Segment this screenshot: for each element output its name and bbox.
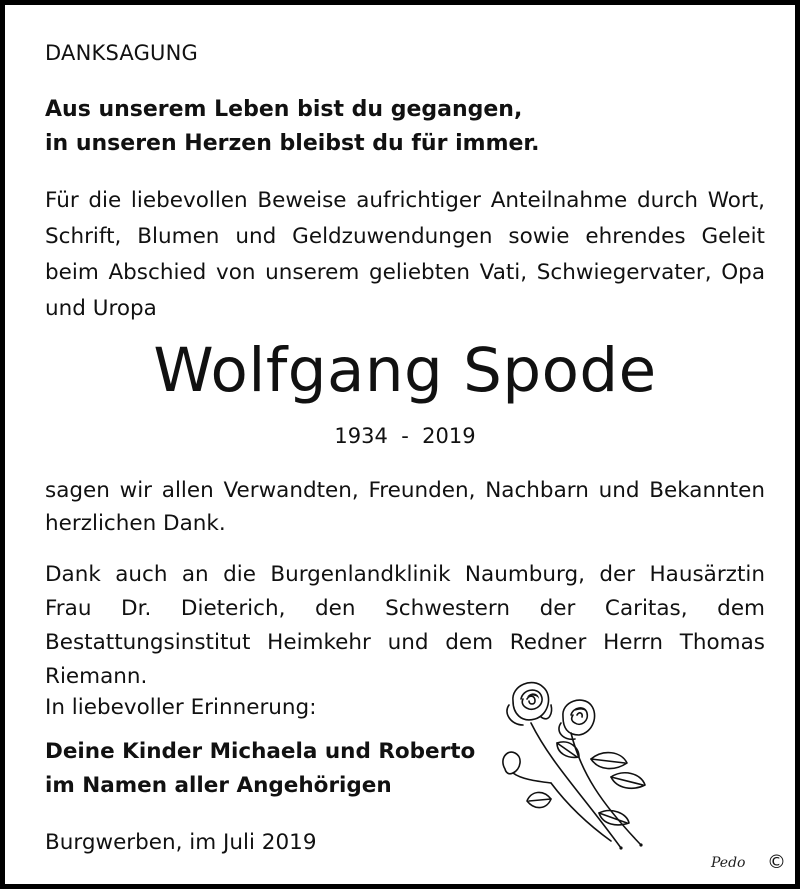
place-and-date: Burgwerben, im Juli 2019	[45, 830, 317, 855]
additional-thanks-text: Dank auch an die Burgenlandklinik Naumburg, der Hausärztin Frau Dr. Dieterich, den Schwestern der Caritas, dem Bestattungsinstitut Heimkehr und dem Redner Herrn Thomas Riemann.	[45, 562, 765, 689]
intro-text: Für die liebevollen Beweise aufrichtiger Anteilnahme durch Wort, Schrift, Blumen und Geldzuwendungen sowie ehrendes Geleit beim Abschied von unserem geliebten Vati, Schwiegervater, Opa und Uropa	[45, 188, 765, 321]
motto-line-1: Aus unserem Leben bist du gegangen,	[45, 97, 523, 122]
artist-credit: Pedo	[711, 855, 746, 871]
copyright-symbol: ©	[767, 851, 786, 873]
thanks-text: sagen wir allen Verwandten, Freunden, Nachbarn und Bekannten herzlichen Dank.	[45, 478, 765, 536]
motto	[45, 93, 539, 161]
remembrance-line: In liebevoller Erinnerung:	[45, 695, 317, 720]
signatories	[45, 735, 475, 803]
life-dates: 1934 - 2019	[334, 424, 476, 448]
signatory-line-2: im Namen aller Angehörigen	[45, 773, 392, 798]
notice-heading: DANKSAGUNG	[45, 41, 198, 65]
roses-illustration-icon	[491, 673, 661, 853]
signatory-line-1: Deine Kinder Michaela und Roberto	[45, 739, 476, 764]
motto-line-2: in unseren Herzen bleibst du für immer.	[45, 131, 540, 156]
deceased-name: Wolfgang Spode	[153, 335, 657, 406]
